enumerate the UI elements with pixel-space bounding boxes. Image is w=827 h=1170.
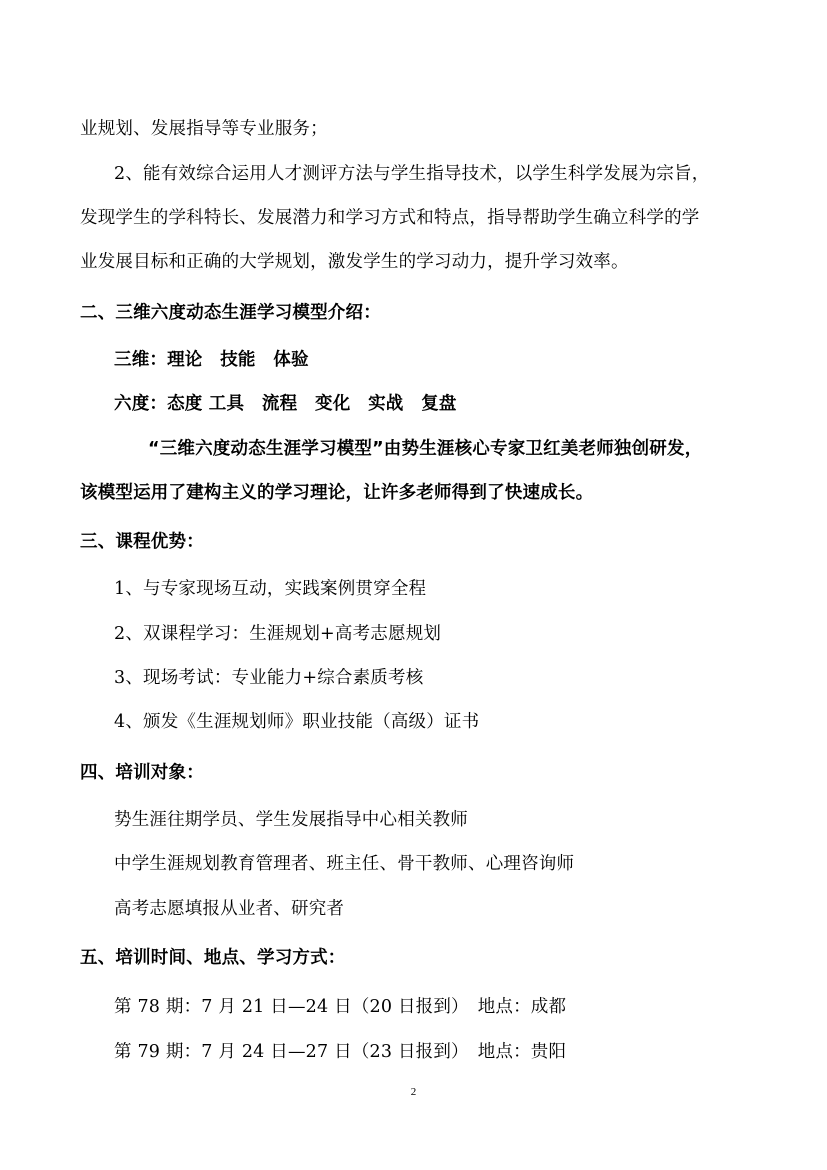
- list-item-2-line: 2、能有效综合运用人才测评方法与学生指导技术，以学生科学发展为宗旨，: [114, 164, 710, 184]
- advantage-item: 2、双课程学习：生涯规划+高考志愿规划: [114, 624, 442, 644]
- audience-item: 高考志愿填报从业者、研究者: [114, 899, 345, 919]
- three-dimension-line: 三维：理论 技能 体验: [114, 350, 309, 370]
- audience-item: 势生涯往期学员、学生发展指导中心相关教师: [114, 810, 468, 830]
- page-number: 2: [410, 1086, 417, 1098]
- six-degree-line: 六度：态度 工具 流程 变化 实战 复盘: [114, 394, 457, 414]
- model-description-line: “三维六度动态生涯学习模型”由势生涯核心专家卫红美老师独创研发，: [148, 439, 703, 459]
- paragraph-line: 发现学生的学科特长、发展潜力和学习方式和特点，指导帮助学生确立科学的学: [80, 208, 700, 228]
- model-description-line: 该模型运用了建构主义的学习理论，让许多老师得到了快速成长。: [80, 483, 594, 503]
- audience-item: 中学生涯规划教育管理者、班主任、骨干教师、心理咨询师: [114, 854, 575, 874]
- section-heading-audience: 四、培训对象：: [80, 763, 204, 783]
- section-heading-schedule: 五、培训时间、地点、学习方式：: [80, 948, 346, 968]
- advantage-item: 1、与专家现场互动，实践案例贯穿全程: [114, 579, 427, 599]
- schedule-item: 第 79 期：7 月 24 日—27 日（23 日报到） 地点：贵阳: [114, 1042, 567, 1062]
- advantage-item: 4、颁发《生涯规划师》职业技能（高级）证书: [114, 712, 480, 732]
- advantage-item: 3、现场考试：专业能力+综合素质考核: [114, 668, 424, 688]
- schedule-item: 第 78 期：7 月 21 日—24 日（20 日报到） 地点：成都: [114, 997, 567, 1017]
- section-heading-advantages: 三、课程优势：: [80, 532, 204, 552]
- paragraph-line: 业规划、发展指导等专业服务；: [80, 119, 328, 139]
- paragraph-line: 业发展目标和正确的大学规划，激发学生的学习动力，提升学习效率。: [80, 252, 629, 272]
- section-heading-model: 二、三维六度动态生涯学习模型介绍：: [80, 303, 381, 323]
